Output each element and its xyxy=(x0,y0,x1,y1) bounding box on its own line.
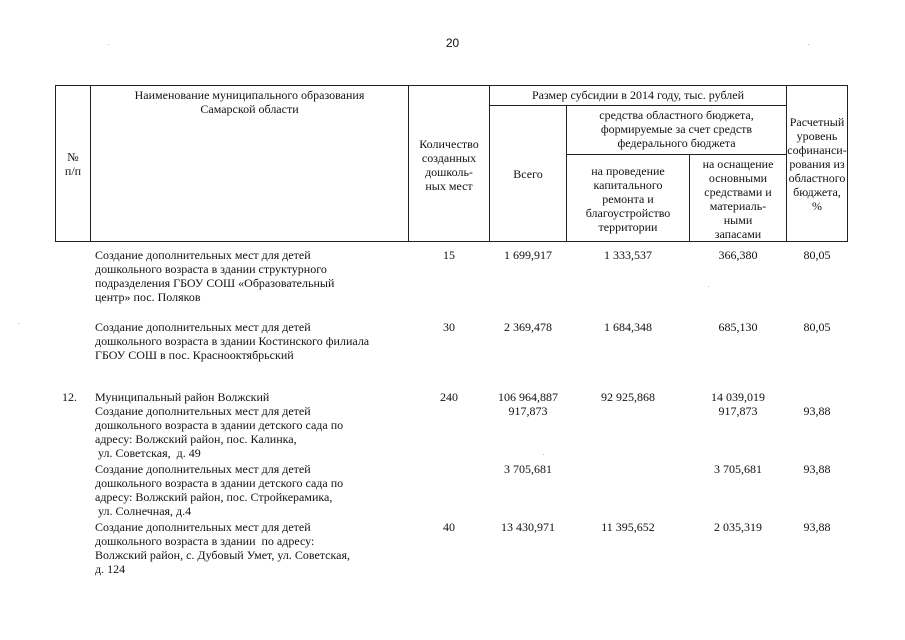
row-name: Создание дополнительных мест для детей дошкольного возраста в здании структурного подразделения ГБОУ СОШ «Образовательный центр» пос. Поляков xyxy=(95,248,335,304)
header-divider xyxy=(90,85,91,242)
row-equipment: 917,873 xyxy=(718,404,758,418)
row-capital-repair: 92 925,868 xyxy=(601,390,655,404)
scan-speck xyxy=(543,454,544,455)
row-total: 3 705,681 xyxy=(504,462,552,476)
header-municipality-name: Наименование муниципального образования Самарской области xyxy=(134,88,365,116)
row-equipment: 2 035,319 xyxy=(714,520,762,534)
row-places: 30 xyxy=(443,320,455,334)
row-places: 15 xyxy=(443,248,455,262)
header-capital-repair: на проведение капитального ремонта и благоустройство территории xyxy=(585,164,671,234)
header-number: № п/п xyxy=(64,150,82,178)
header-equipment: на оснащение основными средствами и материаль- ными запасами xyxy=(702,157,774,241)
regional-funds-underline xyxy=(566,154,786,155)
subsidy-title-underline xyxy=(489,105,786,106)
row-total: 2 369,478 xyxy=(504,320,552,334)
row-places: 240 xyxy=(440,390,458,404)
header-top-border xyxy=(55,85,848,86)
header-divider xyxy=(489,85,490,242)
row-cofinancing-rate: 93,88 xyxy=(803,520,831,534)
header-cofinancing-rate: Расчетный уровень софинанси- рования из областного бюджета, % xyxy=(787,115,847,213)
row-capital-repair: 1 333,537 xyxy=(604,248,652,262)
row-total: 13 430,971 xyxy=(501,520,555,534)
row-name: Создание дополнительных мест для детей дошкольного возраста в здании Костинского филиала ГБОУ СОШ в пос. Краснооктябрьский xyxy=(95,320,370,362)
header-bottom-border xyxy=(55,241,848,242)
row-name: Муниципальный район Волжский xyxy=(95,390,270,404)
header-regional-federal-funds: средства областного бюджета, формируемые за счет средств федерального бюджета xyxy=(599,108,754,150)
header-places-count: Количество созданных дошколь- ных мест xyxy=(419,137,479,193)
row-equipment: 14 039,019 xyxy=(711,390,765,404)
header-right-border xyxy=(847,85,848,242)
row-equipment: 3 705,681 xyxy=(714,462,762,476)
row-capital-repair: 11 395,652 xyxy=(601,520,655,534)
scan-speck xyxy=(108,44,109,45)
header-subsidy-title: Размер субсидии в 2014 году, тыс. рублей xyxy=(531,88,744,102)
row-number: 12. xyxy=(62,390,77,404)
row-name: Создание дополнительных мест для детей дошкольного возраста в здании по адресу: Волжский район, с. Дубовый Умет, ул. Советская, д. 124 xyxy=(95,520,350,576)
row-total: 106 964,887 xyxy=(498,390,558,404)
row-equipment: 685,130 xyxy=(718,320,758,334)
row-capital-repair: 1 684,348 xyxy=(604,320,652,334)
header-total: Всего xyxy=(513,167,543,181)
row-equipment: 366,380 xyxy=(718,248,758,262)
row-cofinancing-rate: 93,88 xyxy=(803,404,831,418)
row-cofinancing-rate: 80,05 xyxy=(803,320,831,334)
row-places: 40 xyxy=(443,520,455,534)
row-name: Создание дополнительных мест для детей дошкольного возраста в здании детского сада по адресу: Волжский район, пос. Стройкерамика, ул. Солнечная, д.4 xyxy=(95,462,344,518)
scan-speck xyxy=(18,323,19,324)
scan-speck xyxy=(708,286,709,287)
scan-speck xyxy=(808,44,809,45)
row-total: 1 699,917 xyxy=(504,248,552,262)
row-cofinancing-rate: 80,05 xyxy=(803,248,831,262)
row-name: Создание дополнительных мест для детей дошкольного возраста в здании детского сада по адресу: Волжский район, пос. Калинка, ул. Советская, д. 49 xyxy=(95,404,344,460)
row-cofinancing-rate: 93,88 xyxy=(803,462,831,476)
page-number: 20 xyxy=(445,36,460,50)
row-total: 917,873 xyxy=(508,404,548,418)
